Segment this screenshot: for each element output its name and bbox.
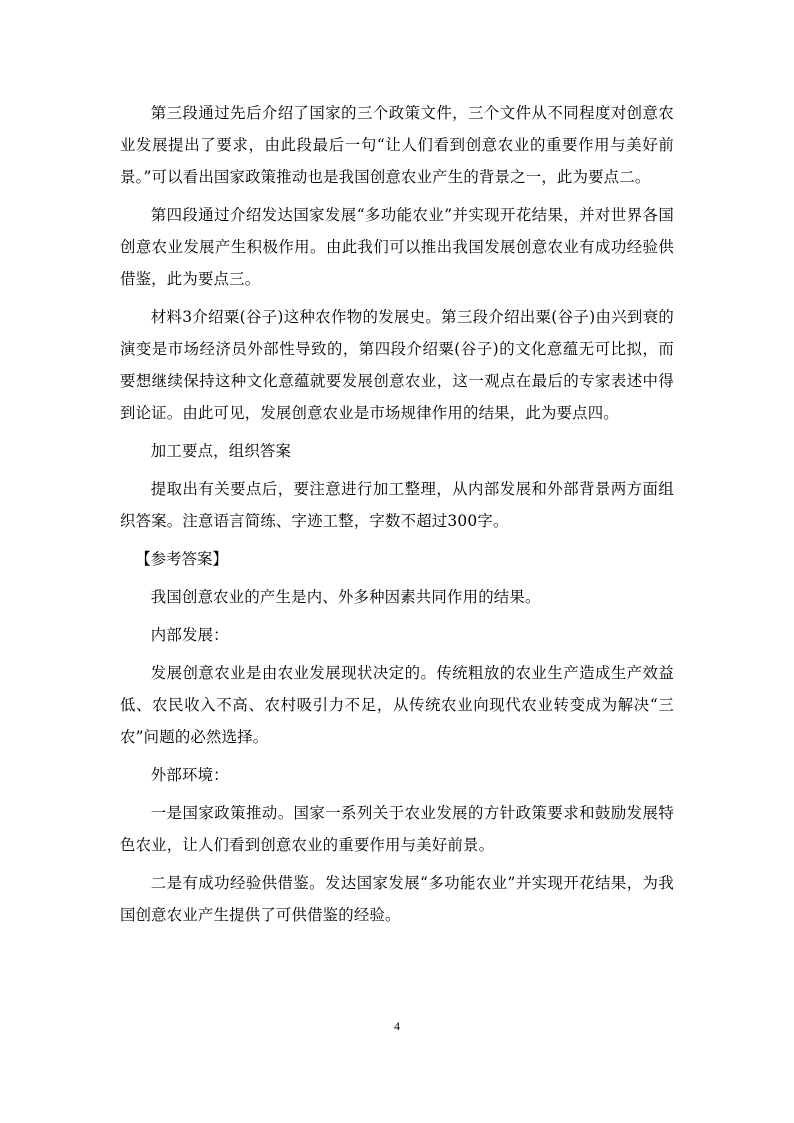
reference-answer-heading: 【参考答案】 bbox=[135, 550, 228, 568]
paragraph-process-heading: 加工要点，组织答案 bbox=[150, 442, 292, 460]
paragraph-process-instructions: 提取出有关要点后，要注意进行加工整理，从内部发展和外部背景两方面组织答案。注意语言简练、字迹工整，字数不超过300字。 bbox=[120, 480, 674, 530]
answer-internal-heading: 内部发展： bbox=[150, 626, 229, 644]
page-content bbox=[120, 97, 674, 937]
answer-policy-text: 一是国家政策推动。国家一系列关于农业发展的方针政策要求和鼓励发展特色农业，让人们看到创意农业的重要作用与美好前景。 bbox=[120, 804, 674, 854]
page-number: 4 bbox=[394, 1019, 400, 1033]
answer-external-heading: 外部环境： bbox=[150, 766, 229, 784]
paragraph-point-four: 材料3介绍粟(谷子)这种农作物的发展史。第三段介绍出粟(谷子)由兴到衰的演变是市场经济员外部性导致的，第四段介绍粟(谷子)的文化意蕴无可比拟，而要想继续保持这种文化意蕴就要发展创意农业，这一观点在最后的专家表述中得到论证。由此可见，发展创意农业是市场规律作用的结果，此为要点四。 bbox=[120, 308, 674, 422]
answer-experience-text: 二是有成功经验供借鉴。发达国家发展“多功能农业”并实现开花结果，为我国创意农业产生提供了可供借鉴的经验。 bbox=[120, 874, 674, 924]
paragraph-point-three: 第四段通过介绍发达国家发展“多功能农业”并实现开花结果，并对世界各国创意农业发展产生积极作用。由此我们可以推出我国发展创意农业有成功经验供借鉴，此为要点三。 bbox=[120, 206, 674, 288]
answer-summary: 我国创意农业的产生是内、外多种因素共同作用的结果。 bbox=[150, 588, 541, 606]
answer-internal-text: 发展创意农业是由农业发展现状决定的。传统粗放的农业生产造成生产效益低、农民收入不高、农村吸引力不足，从传统农业向现代农业转变成为解决“三农”问题的必然选择。 bbox=[120, 664, 674, 746]
paragraph-point-two: 第三段通过先后介绍了国家的三个政策文件，三个文件从不同程度对创意农业发展提出了要求，由此段最后一句“让人们看到创意农业的重要作用与美好前景。”可以看出国家政策推动也是我国创意农业产生的背景之一，此为要点二。 bbox=[120, 104, 674, 186]
